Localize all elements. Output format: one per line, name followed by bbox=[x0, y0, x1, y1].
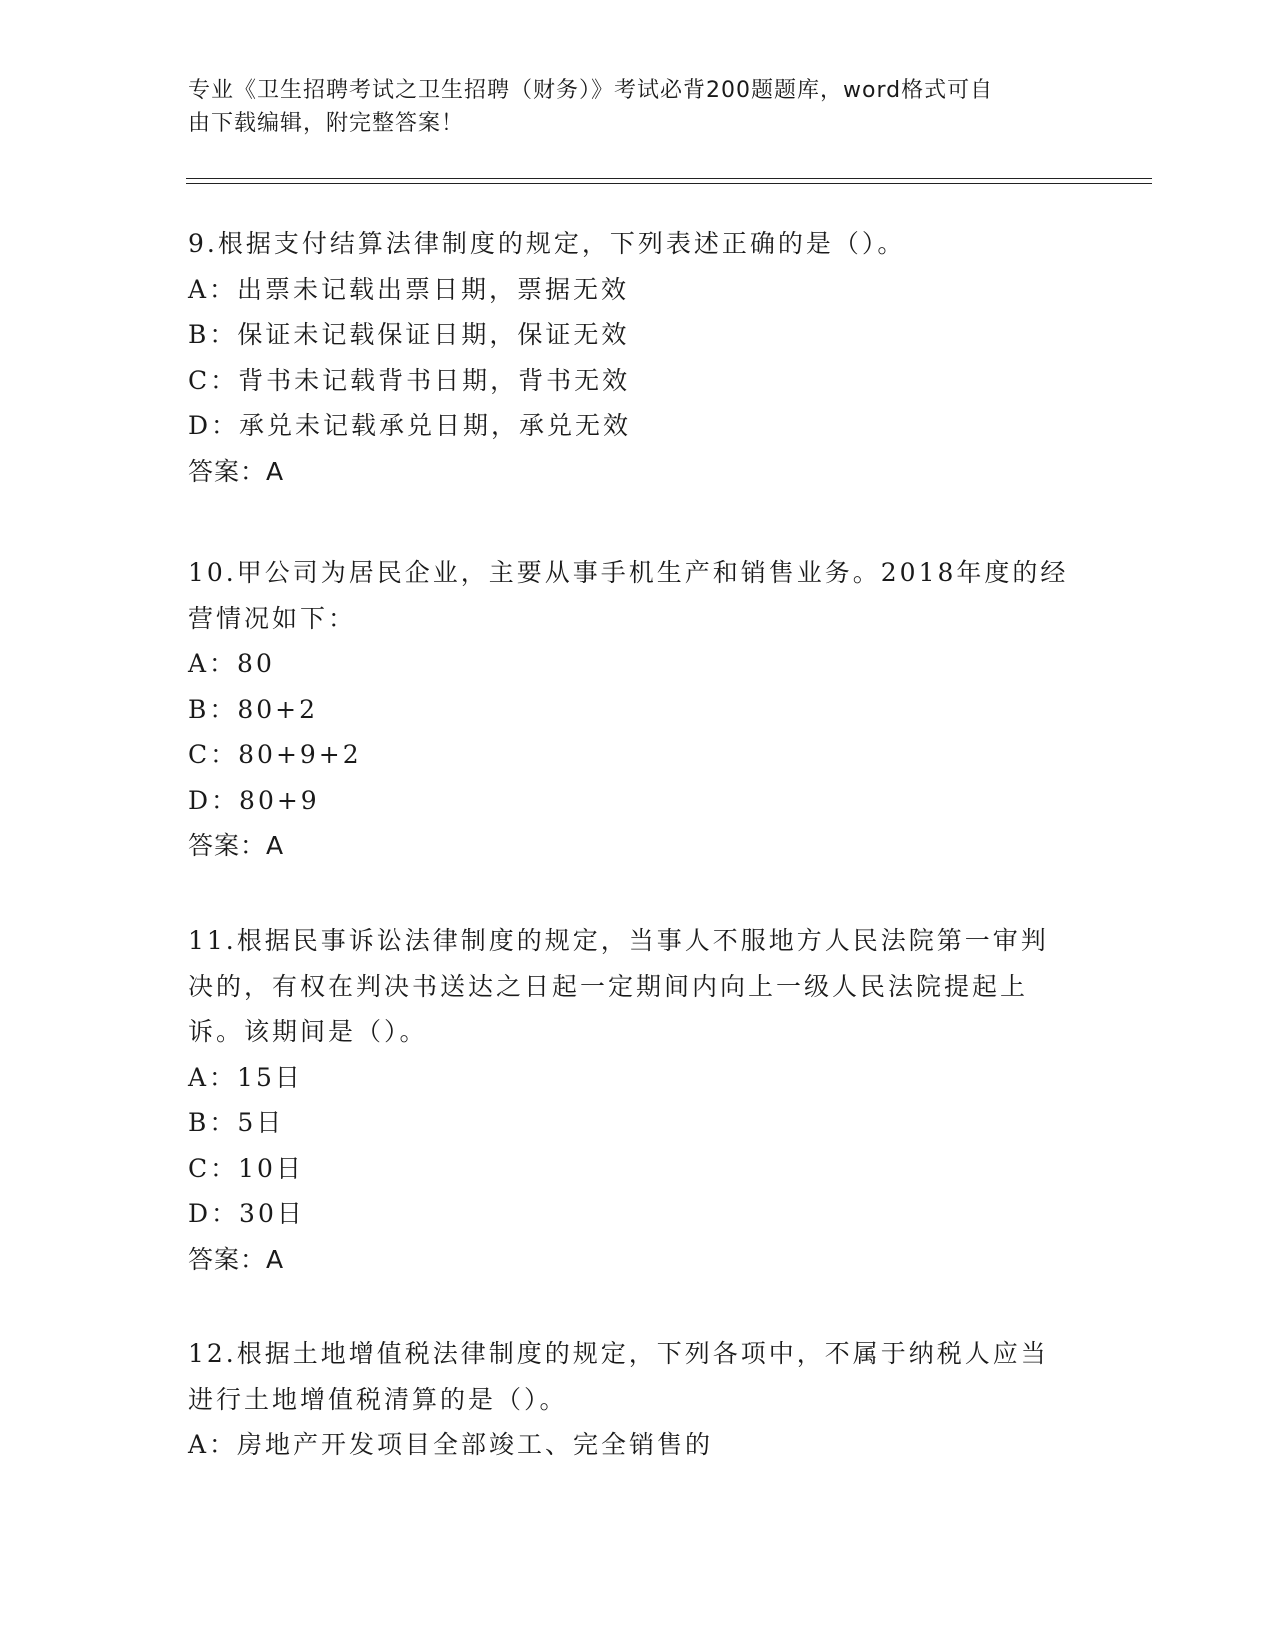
question-stem-line-2: 决的，有权在判决书送达之日起一定期间内向上一级人民法院提起上 bbox=[188, 971, 1029, 1001]
question-stem-line-2: 进行土地增值税清算的是（）。 bbox=[188, 1384, 568, 1414]
question-9 bbox=[188, 221, 1088, 494]
question-stem-line-1: 12.根据土地增值税法律制度的规定，下列各项中，不属于纳税人应当 bbox=[188, 1339, 1049, 1368]
question-stem-line-1: 10.甲公司为居民企业，主要从事手机生产和销售业务。2018年度的经 bbox=[188, 558, 1069, 587]
option-d: D：80+9 bbox=[188, 785, 320, 815]
option-a: A：房地产开发项目全部竣工、完全销售的 bbox=[188, 1430, 714, 1459]
header-divider-bottom bbox=[186, 183, 1152, 184]
answer: 答案：A bbox=[188, 456, 285, 486]
document-header bbox=[188, 74, 1088, 140]
option-c: C：80+9+2 bbox=[188, 740, 362, 769]
question-stem-line-3: 诉。该期间是（）。 bbox=[188, 1017, 428, 1046]
option-c: C：背书未记载背书日期，背书无效 bbox=[188, 365, 631, 395]
answer: 答案：A bbox=[188, 831, 285, 860]
question-12 bbox=[188, 1331, 1088, 1468]
header-line-2: 由下载编辑，附完整答案！ bbox=[188, 111, 465, 136]
option-a: A：出票未记载出票日期，票据无效 bbox=[188, 274, 630, 304]
option-a: A：15日 bbox=[188, 1062, 303, 1092]
header-line-1: 专业《卫生招聘考试之卫生招聘（财务）》考试必背200题题库，word格式可自 bbox=[188, 78, 994, 103]
option-c: C：10日 bbox=[188, 1153, 304, 1183]
question-stem-line-1: 11.根据民事诉讼法律制度的规定，当事人不服地方人民法院第一审判 bbox=[188, 926, 1049, 955]
question-stem: 9.根据支付结算法律制度的规定，下列表述正确的是（）。 bbox=[188, 229, 906, 258]
option-b: B：5日 bbox=[188, 1108, 285, 1137]
option-b: B：保证未记载保证日期，保证无效 bbox=[188, 320, 630, 349]
option-a: A：80 bbox=[188, 649, 275, 678]
option-d: D：承兑未记载承兑日期，承兑无效 bbox=[188, 411, 632, 440]
option-b: B：80+2 bbox=[188, 694, 319, 724]
answer: 答案：A bbox=[188, 1244, 285, 1274]
question-stem-line-2: 营情况如下： bbox=[188, 603, 357, 633]
question-11 bbox=[188, 918, 1088, 1282]
header-divider-top bbox=[186, 178, 1152, 179]
option-d: D：30日 bbox=[188, 1199, 305, 1228]
question-10 bbox=[188, 550, 1088, 869]
